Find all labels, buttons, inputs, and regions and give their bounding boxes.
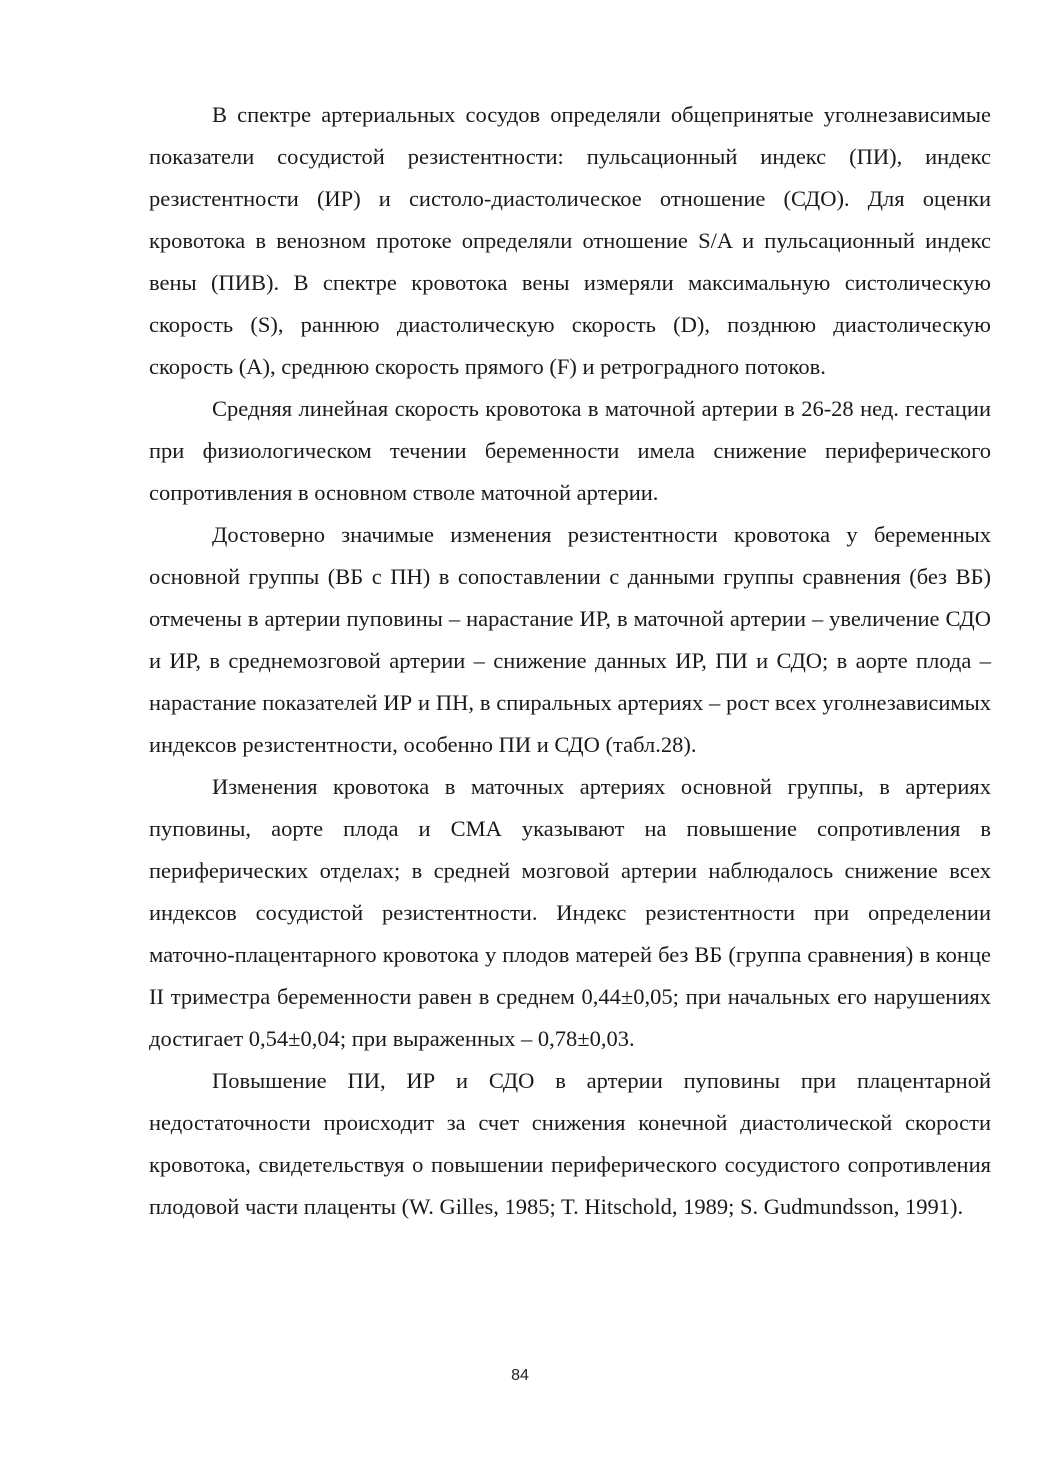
paragraph-1: В спектре артериальных сосудов определяли общепринятые уголнезависимые показатели сосудистой резистентности: пульсационный индекс (ПИ), индекс резистентности (ИР) и систоло-диастолическое отношение (СДО). Для оценки кровотока в венозном протоке определяли отношение S/A и пульсационный индекс вены (ПИВ). В спектре кровотока вены измеряли максимальную систолическую скорость (S), раннюю диастолическую скорость (D), позднюю диастолическую скорость (A), среднюю скорость прямого (F) и ретроградного потоков. <box>149 102 991 379</box>
paragraph-3: Достоверно значимые изменения резистентности кровотока у беременных основной группы (ВБ с ПН) в сопоставлении с данными группы сравнения (без ВБ) отмечены в артерии пуповины – нарастание ИР, в маточной артерии – увеличение СДО и ИР, в среднемозговой артерии – снижение данных ИР, ПИ и СДО; в аорте плода – нарастание показателей ИР и ПН, в спиральных артериях – рост всех уголнезависимых индексов резистентности, особенно ПИ и СДО (табл.28). <box>149 522 991 757</box>
body-text <box>149 94 991 1228</box>
paragraph-4: Изменения кровотока в маточных артериях основной группы, в артериях пуповины, аорте плода и СМА указывают на повышение сопротивления в периферических отделах; в средней мозговой артерии наблюдалось снижение всех индексов сосудистой резистентности. Индекс резистентности при определении маточно-плацентарного кровотока у плодов матерей без ВБ (группа сравнения) в конце II триместра беременности равен в среднем 0,44±0,05; при начальных его нарушениях достигает 0,54±0,04; при выраженных – 0,78±0,03. <box>149 774 991 1051</box>
paragraph-5: Повышение ПИ, ИР и СДО в артерии пуповины при плацентарной недостаточности происходит за счет снижения конечной диастолической скорости кровотока, свидетельствуя о повышении периферического сосудистого сопротивления плодовой части плаценты (W. Gilles, 1985; T. Hitschold, 1989; S. Gudmundsson, 1991). <box>149 1068 991 1219</box>
paragraph-2: Средняя линейная скорость кровотока в маточной артерии в 26-28 нед. гестации при физиологическом течении беременности имела снижение периферического сопротивления в основном стволе маточной артерии. <box>149 396 991 505</box>
page-number: 84 <box>511 1367 529 1384</box>
